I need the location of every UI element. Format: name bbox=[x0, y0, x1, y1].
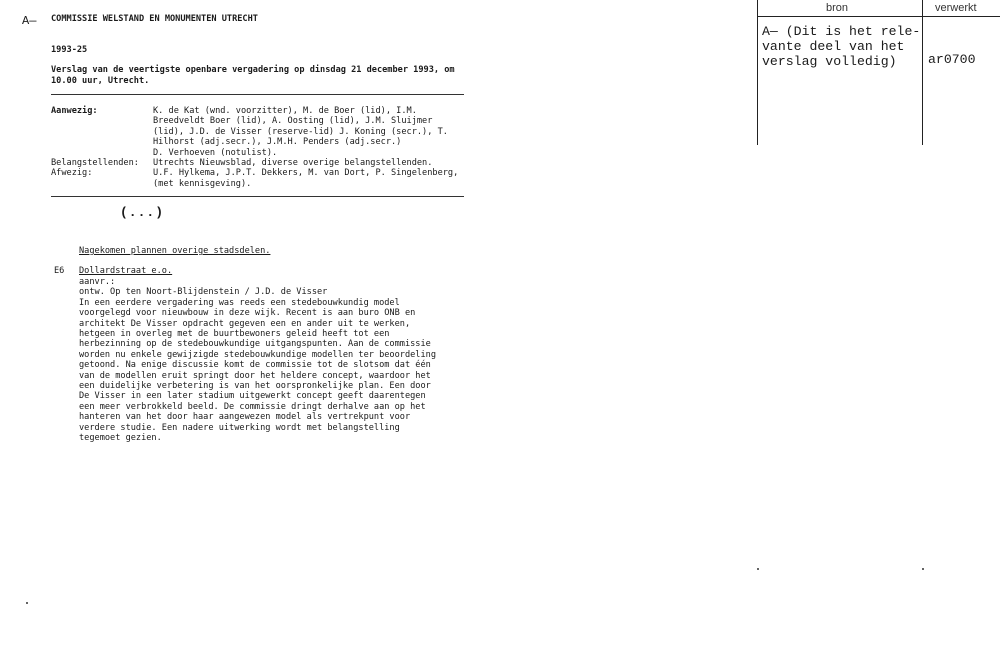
item-text-line: herbezinning op de stedebouwkundige uitgangspunten. Aan de commissie bbox=[79, 339, 431, 350]
scan-speck bbox=[757, 568, 759, 570]
verwerkt-value: ar0700 bbox=[928, 52, 976, 67]
section-heading: Nagekomen plannen overige stadsdelen. bbox=[79, 246, 271, 256]
item-text-line: De Visser in een later stadium uitgewerkt concept geeft daarentegen bbox=[79, 391, 426, 402]
table-column-divider bbox=[922, 0, 923, 145]
document-number: 1993-25 bbox=[51, 45, 88, 55]
table-header-rule bbox=[757, 16, 1000, 17]
table-left-border bbox=[757, 0, 758, 145]
attendance-rule bbox=[51, 196, 464, 197]
document-title-line-2: 10.00 uur, Utrecht. bbox=[51, 75, 150, 86]
margin-label: A— bbox=[22, 14, 37, 28]
item-text-line: ontw. Op ten Noort-Blijdenstein / J.D. de Visser bbox=[79, 287, 328, 298]
attendance-present-line: Hilhorst (adj.secr.), J.M.H. Penders (adj.secr.) bbox=[153, 137, 402, 148]
column-header-verwerkt: verwerkt bbox=[935, 2, 977, 14]
item-number: E6 bbox=[54, 266, 65, 276]
scan-speck bbox=[26, 602, 28, 604]
item-text-line: architekt De Visser opdracht gegeven een en ander uit te werken, bbox=[79, 318, 411, 329]
attendance-label-present: Aanwezig: bbox=[51, 106, 98, 116]
title-rule bbox=[51, 94, 464, 95]
item-text-line: getoond. Na enige discussie komt de commissie tot de slotsom dat één bbox=[79, 360, 431, 371]
document-title-line-1: Verslag van de veertigste openbare vergadering op dinsdag 21 december 1993, om bbox=[51, 65, 455, 75]
scan-speck bbox=[922, 568, 924, 570]
attendance-present-line: K. de Kat (wnd. voorzitter), M. de Boer (lid), I.M. bbox=[153, 106, 417, 116]
item-text-line: voorgelegd voor nieuwbouw in deze wijk. Recent is aan buro ONB en bbox=[79, 308, 416, 319]
item-text-line: In een eerdere vergadering was reeds een stedebouwkundig model bbox=[79, 297, 400, 308]
attendance-label-absent: Afwezig: bbox=[51, 168, 93, 179]
item-text-line: van de modellen eruit springt door het heldere concept, waardoor het bbox=[79, 370, 431, 381]
item-text-line: hanteren van het door haar aangewezen model als vertrekpunt voor bbox=[79, 412, 411, 423]
bron-text-line: vante deel van het bbox=[762, 39, 905, 54]
bron-text-line: A— (Dit is het rele- bbox=[762, 24, 921, 39]
item-text-line: worden nu enkele gewijzigde stedebouwkundige modellen ter beoordeling bbox=[79, 349, 436, 360]
letterhead: COMMISSIE WELSTAND EN MONUMENTEN UTRECHT bbox=[51, 14, 258, 24]
item-text-line: een meer verbrokkeld beeld. De commissie dringt derhalve aan op het bbox=[79, 401, 426, 412]
attendance-absent-line: (met kennisgeving). bbox=[153, 178, 252, 189]
column-header-bron: bron bbox=[826, 2, 849, 14]
attendance-present-line: D. Verhoeven (notulist). bbox=[153, 147, 278, 158]
item-text-line: een duidelijke verbetering is van het oorspronkelijke plan. Een door bbox=[79, 381, 431, 391]
item-text-line: tegemoet gezien. bbox=[79, 433, 162, 443]
bron-text-line: verslag volledig) bbox=[762, 54, 897, 69]
attendance-absent-line: U.F. Hylkema, J.P.T. Dekkers, M. van Dort, P. Singelenberg, bbox=[153, 168, 459, 179]
omission-ellipsis: (...) bbox=[120, 205, 165, 220]
item-text-line: aanvr.: bbox=[79, 277, 116, 287]
item-title: Dollardstraat e.o. bbox=[79, 266, 173, 276]
item-text-line: verdere studie. Een nadere uitwerking wordt met belangstelling bbox=[79, 422, 400, 433]
attendance-label-interested: Belangstellenden: bbox=[51, 158, 139, 168]
attendance-interested-line: Utrechts Nieuwsblad, diverse overige belangstellenden. bbox=[153, 158, 433, 168]
attendance-present-line: (lid), J.D. de Visser (reserve-lid) J. Koning (secr.), T. bbox=[153, 126, 448, 137]
attendance-present-line: Breedveldt Boer (lid), A. Oosting (lid), J.M. Sluijmer bbox=[153, 116, 433, 127]
item-text-line: hetgeen in overleg met de buurtbewoners geleid heeft tot een bbox=[79, 329, 390, 339]
